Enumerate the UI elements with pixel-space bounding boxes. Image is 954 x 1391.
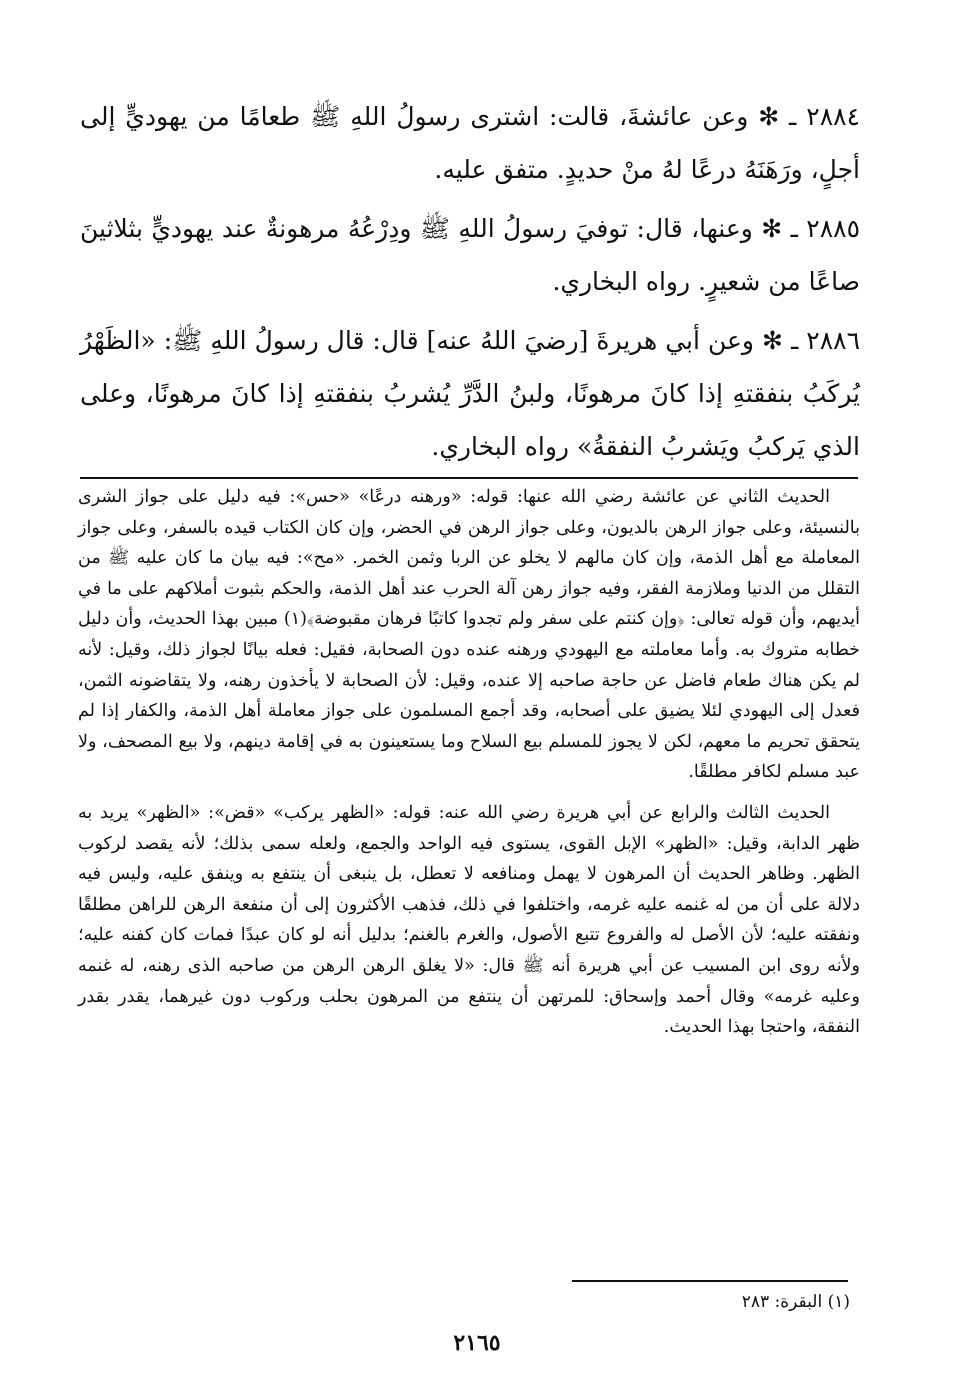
commentary-separator [80, 477, 858, 479]
hadith-section [80, 90, 860, 479]
page-number: ٢١٦٥ [453, 1330, 501, 1356]
commentary-section [78, 482, 860, 1053]
footnote: (١) البقرة: ٢٨٣ [741, 1292, 850, 1312]
commentary-paragraph-third-fourth-hadith: الحديث الثالث والرابع عن أبي هريرة رضي الله عنه: قوله: «الظهر يركب» «قض»: «الظهر» يريد به ظهر الدابة، وقيل: «الظهر» الإبل القوى، يستوى فيه الواحد والجمع، ولعله سمى بذلك؛ لأنه يقصد لركوب الظهر. وظاهر الحديث أن المرهون لا يهمل ومنافعه لا تعطل، بل ينبغى أن ينتفع به وينفق عليه، وليس فيه دلالة على أن من له غنمه عليه غرمه، واختلفوا في ذلك، فذهب الأكثرون إلى أن منفعة الرهن للراهن مطلقًا ونفقته عليه؛ لأن الأصل له والفروع تتبع الأصول، والغرم بالغنم؛ بدليل أنه لو كان عبدًا فمات كان كفنه عليه؛ ولأنه روى ابن المسيب عن أبي هريرة أنه ﷺ قال: «لا يغلق الرهن الرهن من صاحبه الذى رهنه، له غنمه وعليه غرمه» وقال أحمد وإسحاق: للمرتهن أن ينتفع من المرهون بحلب وركوب دون غيرهما، يقدر بقدر النفقة، واحتجا بهذا الحديث. [78, 802, 860, 1038]
footnote-separator [572, 1280, 848, 1282]
hadith-2885: ٢٨٨٥ ـ ✻ وعنها، قال: توفيَ رسولُ اللهِ ﷺ ودِرْعُهُ مرهونةٌ عند يهوديٍّ بثلاثينَ صاعًا من شعيرٍ. رواه البخاري. [80, 214, 860, 296]
hadith-2886: ٢٨٨٦ ـ ✻ وعن أبي هريرةَ [رضيَ اللهُ عنه] قال: قال رسولُ اللهِ ﷺ: «الظَهْرُ يُركَبُ بنفقتهِ إذا كانَ مرهونًا، ولبنُ الدَّرِّ يُشربُ بنفقتهِ إذا كانَ مرهونًا، وعلى الذي يَركبُ ويَشربُ النفقةُ» رواه البخاري. [80, 326, 860, 461]
commentary-paragraph-second-hadith: الحديث الثاني عن عائشة رضي الله عنها: قوله: «ورهنه درعًا» «حس»: فيه دليل على جواز الشرى بالنسيئة، وعلى جواز الرهن بالديون، وعلى جواز الرهن في الحضر، وإن كان الكتاب قيده بالسفر، وعلى جواز المعاملة مع أهل الذمة، وإن كان مالهم لا يخلو عن الربا وثمن الخمر. «مح»: فيه بيان ما كان عليه ﷺ من التقلل من الدنيا وملازمة الفقر، وفيه جواز رهن آلة الحرب عند أهل الذمة، والحكم بثبوت أملاكهم على ما في أيديهم، وأن قوله تعالى: ﴿وإن كنتم على سفر ولم تجدوا كاتبًا فرهان مقبوضة﴾(١) مبين بهذا الحديث، وأن دليل خطابه متروك به. وأما معاملته مع اليهودي ورهنه عنده دون الصحابة، فقيل: فعله بيانًا لجواز ذلك، وقيل: لأنه لم يكن هناك طعام فاضل عن حاجة صاحبه إلا عنده، وقيل: لأن الصحابة لا يأخذون رهنه، ولا يتقاضونه الثمن، فعدل إلى اليهودي لئلا يضيق على أصحابه، وقد أجمع المسلمون على جواز معاملة أهل الذمة، والكفار إذا لم يتحقق تحريم ما معهم، لكن لا يجوز للمسلم بيع السلاح وما يستعينون به في إقامة دينهم، ولا بيع المصحف، ولا عبد مسلم لكافر مطلقًا. [78, 487, 860, 783]
hadith-2884: ٢٨٨٤ ـ ✻ وعن عائشةَ، قالت: اشترى رسولُ اللهِ ﷺ طعامًا من يهوديٍّ إلى أجلٍ، ورَهَنَهُ درعًا لهُ منْ حديدٍ. متفق عليه. [80, 102, 860, 184]
